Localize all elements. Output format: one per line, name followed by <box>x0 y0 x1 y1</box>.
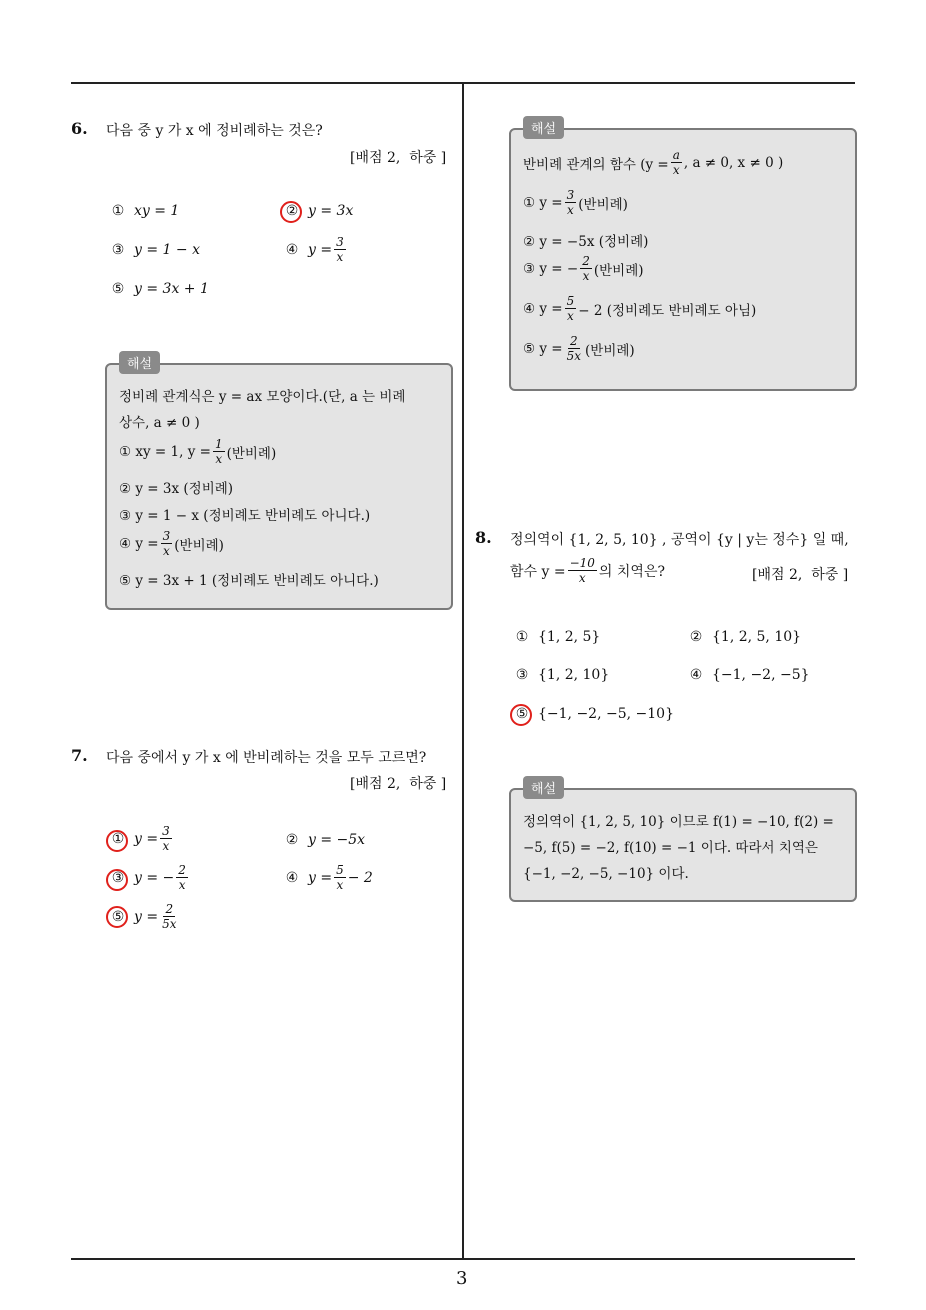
answer-mark-circle <box>280 201 302 223</box>
q8-number: 8. <box>475 528 492 547</box>
option-expression: y = 3x + 1 <box>134 281 209 297</box>
option-expression: xy = 1 <box>134 203 180 219</box>
fraction: $\frac{1}{x}$ <box>214 437 223 466</box>
option-number: ⑤ <box>111 281 125 297</box>
fraction: $\frac{3}{x}$ <box>566 188 575 217</box>
option-expression: y = <box>308 241 333 258</box>
option-expression: {−1, −2, −5} <box>712 667 810 683</box>
option-expression: y = 3x <box>308 203 354 219</box>
option-number: ③ <box>111 242 125 258</box>
option-number: ② <box>689 629 703 645</box>
solution-line: ③ y = − $\frac{2}{x}$ (반비례) <box>523 254 644 283</box>
answer-mark-circle <box>106 869 128 891</box>
fraction: $\frac{3}{x}$ <box>162 824 170 853</box>
fraction: $\frac{2}{x}$ <box>582 254 590 283</box>
fraction: $\frac{3}{x}$ <box>336 235 344 264</box>
solution-line: ② y = −5x (정비례) <box>523 234 649 250</box>
q6-option-5[interactable] <box>108 281 209 297</box>
fraction: $\frac{2}{x}$ <box>178 863 186 892</box>
q8-text-line2: 함수 y = $\frac{-10}{x}$ 의 치역은? <box>510 556 665 585</box>
fraction: $\frac{2}{5x}$ <box>162 902 177 931</box>
q7-text: 다음 중에서 y 가 x 에 반비례하는 것을 모두 고르면? <box>106 750 427 766</box>
solution-tag: 해설 <box>119 351 160 374</box>
solution-line: 정비례 관계식은 y = ax 모양이다.(단, a 는 비례 <box>119 389 406 405</box>
fraction: $\frac{2}{5x}$ <box>566 334 582 363</box>
solution-line: ② y = 3x (정비례) <box>119 481 234 497</box>
option-number: ⑤ <box>515 706 529 722</box>
option-number: ① <box>515 629 529 645</box>
option-number: ④ <box>285 869 299 886</box>
answer-mark-circle <box>106 830 128 852</box>
q7-number: 7. <box>71 746 88 765</box>
q8-solution-box <box>509 782 857 902</box>
q6-text: 다음 중 y 가 x 에 정비례하는 것은? <box>106 123 323 139</box>
q6-solution-box <box>105 357 453 610</box>
option-number: ④ <box>689 667 703 683</box>
q8-score: [배점 2, 하중 ] <box>752 567 849 583</box>
solution-line: ① y = $\frac{3}{x}$ (반비례) <box>523 188 628 217</box>
page-number: 3 <box>456 1268 468 1289</box>
q7-score: [배점 2, 하중 ] <box>350 776 447 792</box>
fraction: $\frac{3}{x}$ <box>162 529 171 558</box>
solution-line: ③ y = 1 − x (정비례도 반비례도 아니다.) <box>119 508 371 524</box>
option-expression: {−1, −2, −5, −10} <box>538 706 674 722</box>
solution-line: −5, f(5) = −2, f(10) = −1 이다. 따라서 치역은 <box>523 840 818 856</box>
q7-option-1[interactable]: ① y = $\frac{3}{x}$ <box>108 824 174 853</box>
q6-option-1[interactable] <box>108 203 179 219</box>
q6-option-4[interactable] <box>282 235 348 264</box>
option-number: ① <box>111 830 125 847</box>
q7-option-5[interactable]: ⑤ y = $\frac{2}{5x}$ <box>108 902 181 931</box>
solution-tag: 해설 <box>523 116 564 139</box>
option-number: ③ <box>111 869 125 886</box>
solution-tag: 해설 <box>523 776 564 799</box>
fraction: $\frac{a}{x}$ <box>672 148 680 177</box>
q8-option-4[interactable] <box>686 667 810 683</box>
option-number: ④ <box>285 241 299 258</box>
option-number: ② <box>285 832 299 848</box>
option-expression: {1, 2, 5, 10} <box>712 629 802 645</box>
q8-option-5[interactable] <box>512 706 674 722</box>
column-divider <box>462 82 464 1258</box>
answer-mark-circle <box>510 704 532 726</box>
option-number: ⑤ <box>111 908 125 925</box>
q8-option-1[interactable] <box>512 629 600 645</box>
fraction: $\frac{5}{x}$ <box>566 294 575 323</box>
q6-score: [배점 2, 하중 ] <box>350 150 447 166</box>
q7-option-3[interactable]: ③ y = − $\frac{2}{x}$ <box>108 863 190 892</box>
q7-option-4[interactable]: ④ y = $\frac{5}{x}$ − 2 <box>282 863 373 892</box>
option-number: ② <box>285 203 299 219</box>
solution-line: {−1, −2, −5, −10} 이다. <box>523 866 689 882</box>
solution-line: ① xy = 1, y = $\frac{1}{x}$ (반비례) <box>119 437 277 466</box>
q7-option-2[interactable] <box>282 832 365 848</box>
fraction: $\frac{-10}{x}$ <box>569 556 595 585</box>
option-expression: {1, 2, 10} <box>538 667 610 683</box>
solution-line: 상수, a ≠ 0 ) <box>119 415 200 431</box>
solution-line: ④ y = $\frac{3}{x}$ (반비례) <box>119 529 224 558</box>
solution-line: 정의역이 {1, 2, 5, 10} 이므로 f(1) = −10, f(2) = <box>523 814 834 830</box>
q8-option-2[interactable] <box>686 629 801 645</box>
q7-solution-box <box>509 122 857 391</box>
solution-line: 반비례 관계의 함수 (y = $\frac{a}{x}$ , a ≠ 0, x ≠ 0 ) <box>523 148 784 177</box>
solution-line: ④ y = $\frac{5}{x}$ − 2 (정비례도 반비례도 아님) <box>523 294 757 323</box>
option-number: ① <box>111 203 125 219</box>
answer-mark-circle <box>106 906 128 928</box>
option-expression: {1, 2, 5} <box>538 629 601 645</box>
q8-text-line1: 정의역이 {1, 2, 5, 10} , 공역이 {y | y는 정수} 일 때, <box>510 532 849 548</box>
fraction: $\frac{5}{x}$ <box>336 863 344 892</box>
option-expression: y = −5x <box>308 832 366 848</box>
solution-line: ⑤ y = $\frac{2}{5x}$ (반비례) <box>523 334 635 363</box>
option-number: ③ <box>515 667 529 683</box>
q8-option-3[interactable] <box>512 667 609 683</box>
option-expression: y = 1 − x <box>134 242 200 258</box>
bottom-rule <box>71 1258 855 1260</box>
q6-option-3[interactable] <box>108 242 200 258</box>
q6-number: 6. <box>71 119 88 138</box>
solution-line: ⑤ y = 3x + 1 (정비례도 반비례도 아니다.) <box>119 573 379 589</box>
